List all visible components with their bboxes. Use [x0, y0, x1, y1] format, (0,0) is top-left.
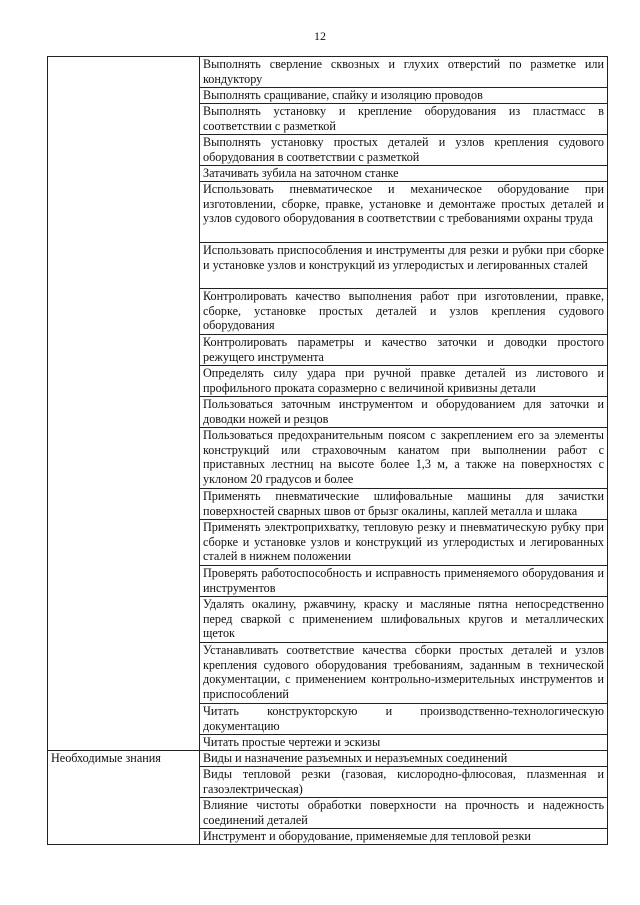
table-cell: Проверять работоспособность и исправность применяемого оборудования и инструментов	[200, 566, 608, 597]
table-cell: Виды и назначение разъемных и неразъемных соединений	[200, 751, 608, 767]
table-cell: Влияние чистоты обработки поверхности на прочность и надежность соединений деталей	[200, 798, 608, 829]
table-cell: Виды тепловой резки (газовая, кислородно-флюсовая, плазменная и газоэлектрическая)	[200, 767, 608, 798]
page-number: 12	[314, 29, 326, 43]
table-cell: Выполнять установку простых деталей и узлов крепления судового оборудования в соответствии с разметкой	[200, 135, 608, 166]
skills-label-cell	[48, 57, 200, 751]
table-cell: Пользоваться предохранительным поясом с закреплением его за элементы конструкций или страховочным канатом при выполнении работ с приставных лестниц на высоте более 1,3 м, а также на поверхностях с уклоном 20 градусов и более	[200, 428, 608, 489]
required-knowledge-label: Необходимые знания	[48, 751, 200, 845]
table-cell: Пользоваться заточным инструментом и оборудованием для заточки и доводки ножей и резцов	[200, 397, 608, 428]
table-cell: Определять силу удара при ручной правке деталей из листового и профильного проката соразмерно с величиной кривизны детали	[200, 366, 608, 397]
table-cell: Использовать пневматическое и механическое оборудование при изготовлении, сборке, правке, установке и демонтаже простых деталей и узлов судового оборудования в соответствии с требованиями охраны труда	[200, 182, 608, 243]
table-cell: Применять электроприхватку, тепловую резку и пневматическую рубку при сборке и установке узлов и конструкций из углеродистых и легированных сталей в нижнем положении	[200, 520, 608, 566]
table-cell: Читать простые чертежи и эскизы	[200, 735, 608, 751]
table-row	[48, 751, 608, 767]
competency-table	[47, 56, 608, 845]
table-cell: Устанавливать соответствие качества сборки простых деталей и узлов крепления судового оборудования требованиям, заданным в технической документации, с применением контрольно-измерительных инструментов и приспособлений	[200, 643, 608, 704]
table-cell: Затачивать зубила на заточном станке	[200, 166, 608, 182]
table-cell: Удалять окалину, ржавчину, краску и масляные пятна непосредственно перед сваркой с применением шлифовальных кругов и металлических щеток	[200, 597, 608, 643]
table-cell: Применять пневматические шлифовальные машины для зачистки поверхностей сварных швов от брызг окалины, каплей металла и шлака	[200, 489, 608, 520]
table-cell: Выполнять установку и крепление оборудования из пластмасс в соответствии с разметкой	[200, 104, 608, 135]
table-cell: Выполнять сверление сквозных и глухих отверстий по разметке или кондуктору	[200, 57, 608, 88]
table-cell: Инструмент и оборудование, применяемые для тепловой резки	[200, 829, 608, 845]
table-cell: Выполнять сращивание, спайку и изоляцию проводов	[200, 88, 608, 104]
table-cell: Использовать приспособления и инструменты для резки и рубки при сборке и установке узлов и конструкций из углеродистых и легированных сталей	[200, 243, 608, 289]
table-cell: Читать конструкторскую и производственно-технологическую документацию	[200, 704, 608, 735]
table-cell: Контролировать качество выполнения работ при изготовлении, правке, сборке, установке простых деталей и узлов крепления судового оборудования	[200, 289, 608, 335]
table-row	[48, 57, 608, 88]
table-cell: Контролировать параметры и качество заточки и доводки простого режущего инструмента	[200, 335, 608, 366]
